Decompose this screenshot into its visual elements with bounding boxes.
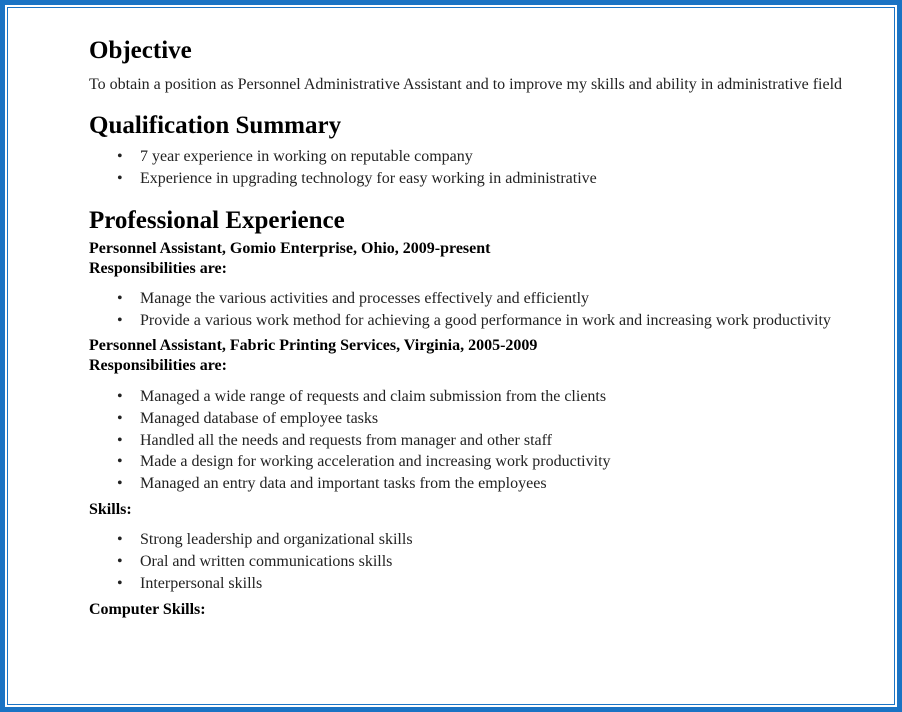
bullet-icon: • — [117, 148, 123, 165]
responsibilities-label: Responsibilities are: — [89, 357, 227, 375]
bullet-icon: • — [117, 409, 123, 427]
job-title: Personnel Assistant, Fabric Printing Services, Virginia, 2005-2009 — [89, 337, 538, 355]
bullet-icon: • — [117, 474, 123, 492]
job-responsibilities-list — [89, 288, 849, 331]
job-responsibilities-list — [89, 386, 849, 494]
list-item: • Provide a various work method for achieving a good performance in work and increasing work productivity — [89, 310, 849, 332]
skills-list — [89, 529, 849, 594]
bullet-icon: • — [117, 552, 123, 570]
bullet-icon: • — [117, 388, 123, 406]
objective-text: To obtain a position as Personnel Administrative Assistant and to improve my skills and ability in administrative field — [89, 76, 843, 93]
list-item: • Managed a wide range of requests and claim submission from the clients — [89, 386, 849, 408]
bullet-icon: • — [117, 531, 123, 549]
list-item: • Oral and written communications skills — [89, 551, 849, 573]
bullet-icon: • — [117, 574, 123, 592]
experience-heading: Professional Experience — [89, 207, 345, 235]
qualification-heading: Qualification Summary — [89, 112, 342, 139]
bullet-icon: • — [117, 311, 123, 329]
job-title: Personnel Assistant, Gomio Enterprise, Ohio, 2009-present — [89, 240, 491, 258]
objective-heading: Objective — [89, 37, 192, 64]
list-item: • Managed database of employee tasks — [89, 408, 849, 430]
list-item: • Experience in upgrading technology for easy working in administrative — [89, 168, 849, 190]
bullet-icon: • — [117, 290, 123, 308]
list-item: • Made a design for working acceleration and increasing work productivity — [89, 451, 849, 473]
list-item: • Manage the various activities and processes effectively and efficiently — [89, 288, 849, 310]
bullet-icon: • — [117, 169, 123, 187]
list-item: • Handled all the needs and requests from manager and other staff — [89, 430, 849, 452]
list-item: • Managed an entry data and important tasks from the employees — [89, 473, 849, 495]
bullet-icon: • — [117, 453, 123, 471]
list-item: • Interpersonal skills — [89, 573, 849, 595]
responsibilities-label: Responsibilities are: — [89, 260, 227, 278]
qualification-list — [89, 146, 849, 189]
bullet-icon: • — [117, 431, 123, 449]
computer-skills-label: Computer Skills: — [89, 601, 206, 619]
resume-document — [89, 36, 849, 620]
list-item: • Strong leadership and organizational skills — [89, 529, 849, 551]
skills-label: Skills: — [89, 501, 132, 519]
list-item: • 7 year experience in working on reputable company — [89, 146, 849, 168]
